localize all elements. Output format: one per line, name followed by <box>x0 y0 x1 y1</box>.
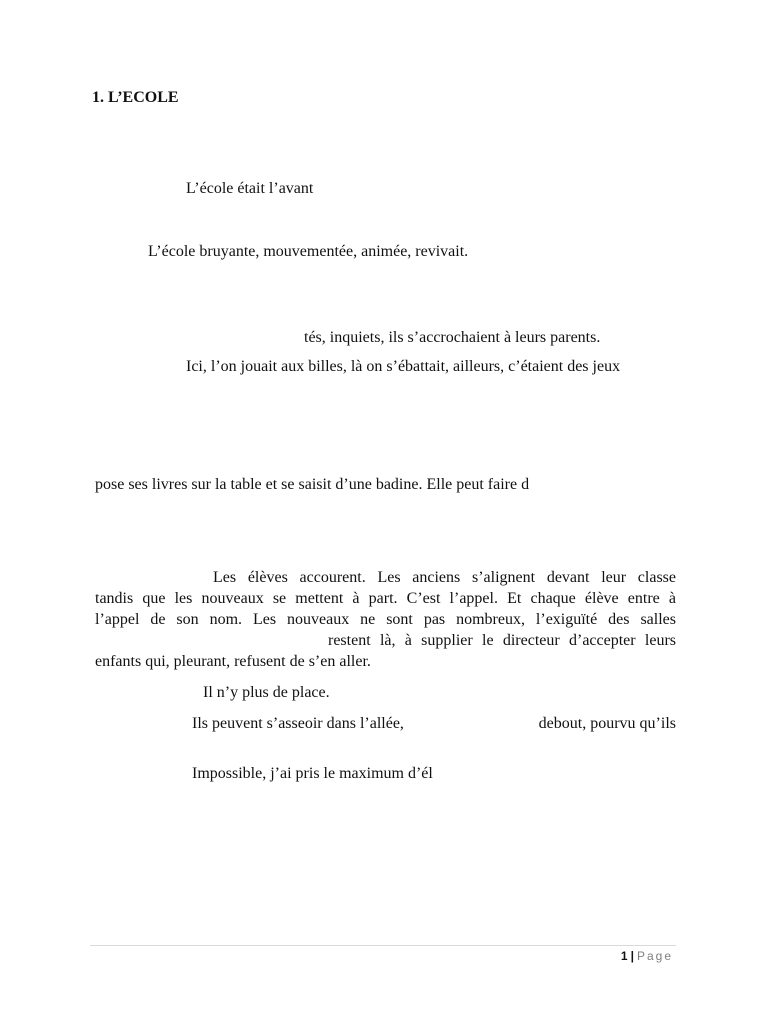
text-line: pose ses livres sur la table et se saisit d’une badine. Elle peut faire d <box>95 476 530 493</box>
text-line: Ici, l’on jouait aux billes, là on s’ébattait, ailleurs, c’étaient des jeux <box>186 358 621 375</box>
page-label: Page <box>636 949 673 963</box>
text-fragment: debout, pourvu qu’ils <box>538 715 676 732</box>
text-line: tés, inquiets, ils s’accrochaient à leurs parents. <box>304 329 601 346</box>
section-heading: 1. L’ECOLE <box>92 89 179 106</box>
text-line: Impossible, j’ai pris le maximum d’él <box>192 765 433 782</box>
footer-divider <box>90 945 676 946</box>
text-line: Il n’y plus de place. <box>203 684 330 701</box>
page-number: 1 <box>620 949 628 963</box>
text-line: L’école bruyante, mouvementée, animée, revivait. <box>148 243 469 260</box>
paragraph-line: restent là, à supplier le directeur d’accepter leurs <box>328 632 676 649</box>
paragraph-line: l’appel de son nom. Les nouveaux ne sont pas nombreux, l’exiguïté des salles <box>95 611 676 628</box>
paragraph-line: Les élèves accourent. Les anciens s’alignent devant leur classe <box>213 569 676 586</box>
text-line: L’école était l’avant <box>186 180 314 197</box>
footer-separator: | <box>630 949 634 963</box>
text-line <box>192 713 676 734</box>
paragraph-line: enfants qui, pleurant, refusent de s’en aller. <box>95 653 371 670</box>
text-fragment: Ils peuvent s’asseoir dans l’allée, <box>192 715 404 732</box>
paragraph-line: tandis que les nouveaux se mettent à part. C’est l’appel. Et chaque élève entre à <box>95 590 676 607</box>
page-footer <box>621 948 673 964</box>
